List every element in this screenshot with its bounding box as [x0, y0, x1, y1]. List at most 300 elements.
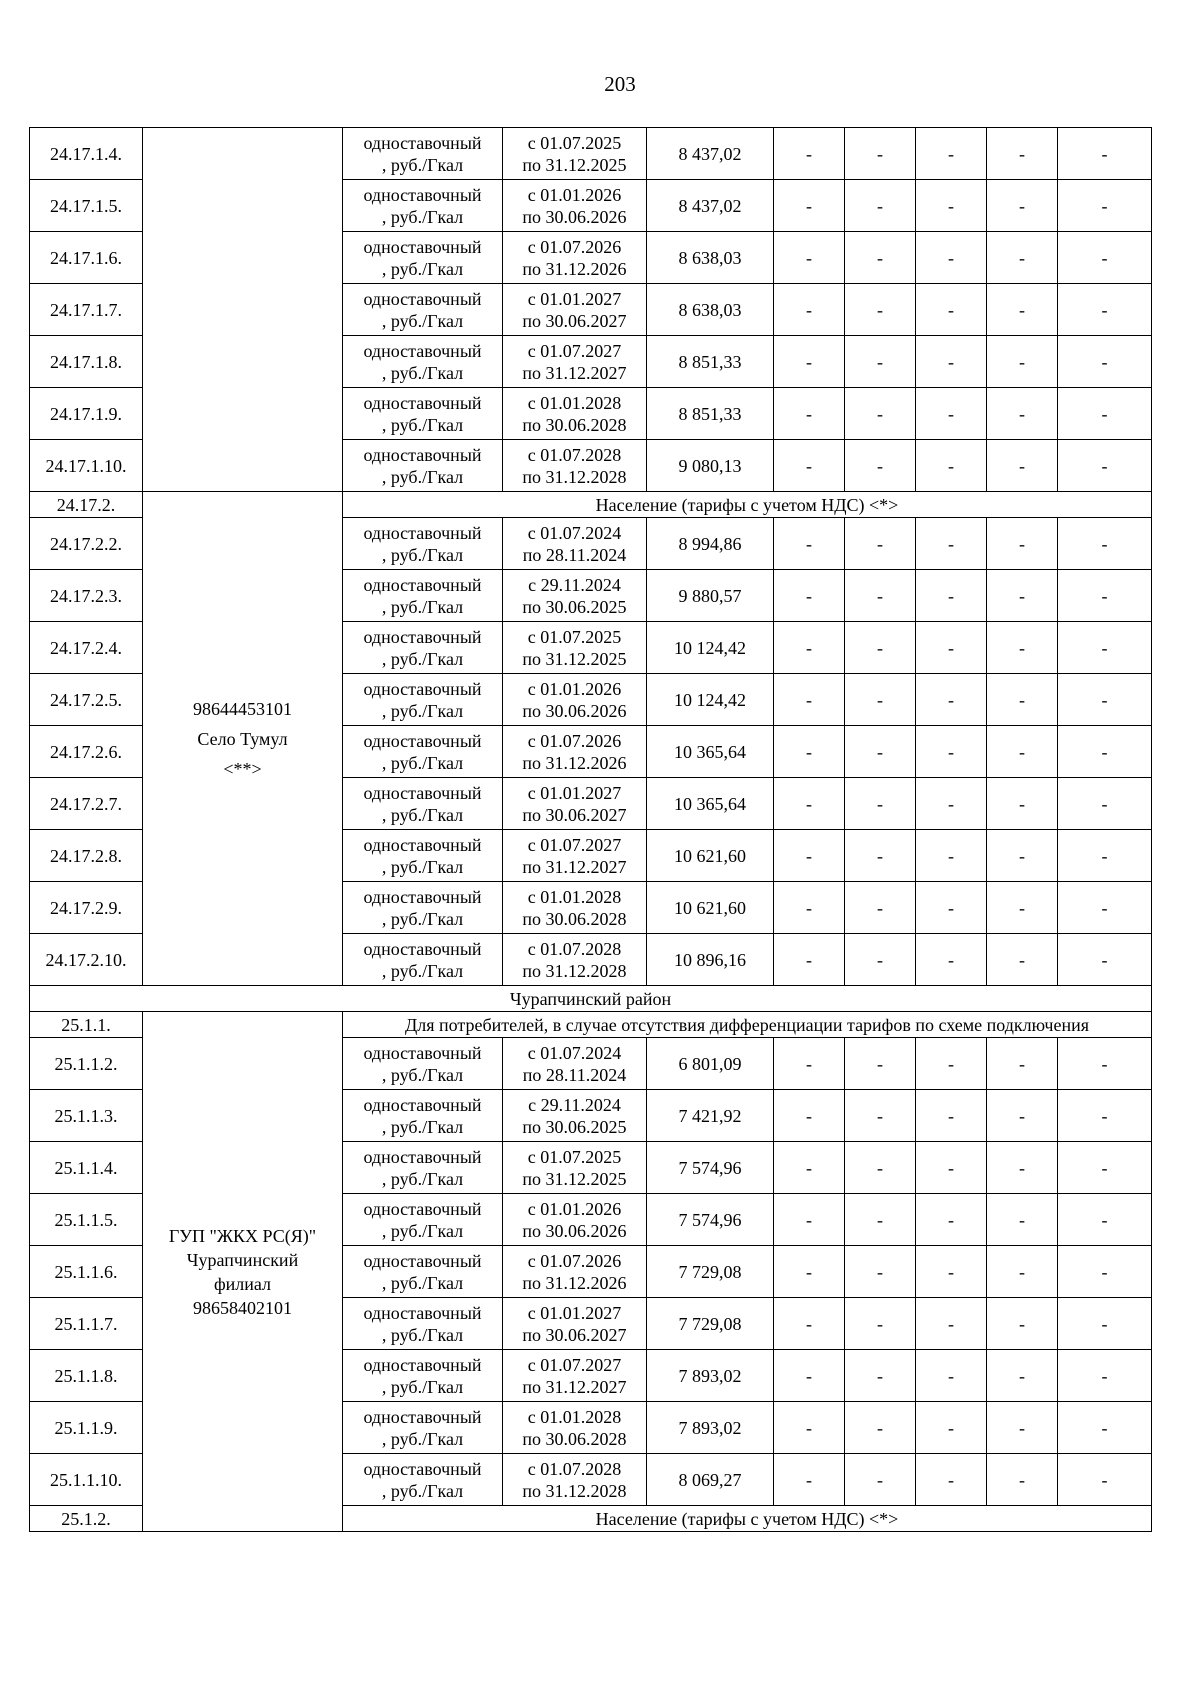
rate-type	[343, 570, 503, 622]
period	[503, 518, 647, 570]
empty-dash-cell: -	[774, 518, 845, 570]
period	[503, 726, 647, 778]
rate-type-unit: , руб./Гкал	[381, 1116, 464, 1137]
empty-dash-cell: -	[1058, 726, 1152, 778]
org-code: 98644453101	[193, 698, 292, 719]
period-to: по 31.12.2028	[522, 1480, 627, 1501]
period-from: с 01.07.2028	[527, 444, 622, 465]
period-from: с 01.07.2027	[527, 340, 622, 361]
empty-dash-cell: -	[987, 1194, 1058, 1246]
period	[503, 570, 647, 622]
empty-dash-cell: -	[845, 1194, 916, 1246]
period-from: с 01.07.2024	[527, 1042, 622, 1063]
empty-dash-cell: -	[774, 622, 845, 674]
tariff-value: 9 080,13	[647, 440, 774, 492]
empty-dash-cell: -	[1058, 284, 1152, 336]
empty-dash-cell: -	[774, 726, 845, 778]
row-code: 25.1.1.2.	[30, 1038, 143, 1090]
tariff-value: 7 729,08	[647, 1246, 774, 1298]
tariff-value: 8 851,33	[647, 388, 774, 440]
rate-type	[343, 1038, 503, 1090]
tariff-value: 6 801,09	[647, 1038, 774, 1090]
empty-dash-cell: -	[916, 674, 987, 726]
empty-dash-cell: -	[845, 518, 916, 570]
rate-type-unit: , руб./Гкал	[381, 154, 464, 175]
period-from: с 01.07.2028	[527, 1458, 622, 1479]
empty-dash-cell: -	[845, 180, 916, 232]
rate-type	[343, 830, 503, 882]
period-to: по 30.06.2026	[522, 700, 627, 721]
empty-dash-cell: -	[774, 1402, 845, 1454]
empty-dash-cell: -	[987, 1246, 1058, 1298]
empty-dash-cell: -	[916, 128, 987, 180]
empty-dash-cell: -	[1058, 1454, 1152, 1506]
empty-dash-cell: -	[987, 180, 1058, 232]
rate-type-unit: , руб./Гкал	[381, 544, 464, 565]
row-code: 25.1.1.10.	[30, 1454, 143, 1506]
empty-dash-cell: -	[1058, 128, 1152, 180]
empty-dash-cell: -	[916, 934, 987, 986]
rate-type-unit: , руб./Гкал	[381, 310, 464, 331]
empty-dash-cell: -	[1058, 622, 1152, 674]
row-code: 25.1.1.3.	[30, 1090, 143, 1142]
rate-type	[343, 934, 503, 986]
rate-type-name: одноставочный	[363, 730, 482, 751]
period	[503, 622, 647, 674]
empty-dash-cell: -	[916, 882, 987, 934]
org-name-line3: филиал	[213, 1273, 272, 1294]
period	[503, 284, 647, 336]
rate-type-name: одноставочный	[363, 938, 482, 959]
period-to: по 31.12.2025	[522, 1168, 627, 1189]
tariff-value: 7 893,02	[647, 1402, 774, 1454]
empty-dash-cell: -	[916, 726, 987, 778]
empty-dash-cell: -	[1058, 1194, 1152, 1246]
rate-type-unit: , руб./Гкал	[381, 1064, 464, 1085]
rate-type	[343, 778, 503, 830]
row-code: 24.17.1.10.	[30, 440, 143, 492]
rate-type-unit: , руб./Гкал	[381, 1168, 464, 1189]
empty-dash-cell: -	[1058, 1246, 1152, 1298]
empty-dash-cell: -	[1058, 674, 1152, 726]
org-cell-empty	[143, 128, 343, 492]
empty-dash-cell: -	[1058, 1090, 1152, 1142]
empty-dash-cell: -	[774, 882, 845, 934]
empty-dash-cell: -	[774, 674, 845, 726]
period-to: по 30.06.2027	[522, 310, 627, 331]
empty-dash-cell: -	[987, 388, 1058, 440]
rate-type-unit: , руб./Гкал	[381, 1220, 464, 1241]
row-code: 24.17.1.5.	[30, 180, 143, 232]
empty-dash-cell: -	[987, 1038, 1058, 1090]
empty-dash-cell: -	[1058, 1142, 1152, 1194]
empty-dash-cell: -	[916, 1454, 987, 1506]
empty-dash-cell: -	[845, 128, 916, 180]
empty-dash-cell: -	[774, 128, 845, 180]
row-code: 24.17.2.3.	[30, 570, 143, 622]
empty-dash-cell: -	[916, 622, 987, 674]
period	[503, 232, 647, 284]
empty-dash-cell: -	[845, 934, 916, 986]
empty-dash-cell: -	[774, 778, 845, 830]
rate-type	[343, 388, 503, 440]
tariff-value: 7 893,02	[647, 1350, 774, 1402]
tariff-value: 7 421,92	[647, 1090, 774, 1142]
empty-dash-cell: -	[845, 388, 916, 440]
rate-type	[343, 1194, 503, 1246]
empty-dash-cell: -	[845, 1090, 916, 1142]
period-to: по 31.12.2025	[522, 648, 627, 669]
rate-type	[343, 1142, 503, 1194]
row-code: 24.17.1.9.	[30, 388, 143, 440]
empty-dash-cell: -	[987, 128, 1058, 180]
rate-type-name: одноставочный	[363, 184, 482, 205]
empty-dash-cell: -	[916, 1402, 987, 1454]
period	[503, 934, 647, 986]
population-header-row	[30, 492, 1152, 518]
empty-dash-cell: -	[987, 726, 1058, 778]
period-from: с 01.07.2028	[527, 938, 622, 959]
rate-type-unit: , руб./Гкал	[381, 752, 464, 773]
period-to: по 31.12.2028	[522, 466, 627, 487]
row-code: 24.17.1.4.	[30, 128, 143, 180]
empty-dash-cell: -	[1058, 778, 1152, 830]
period	[503, 1402, 647, 1454]
period-from: с 01.07.2027	[527, 1354, 622, 1375]
period-from: с 01.01.2027	[527, 1302, 622, 1323]
period	[503, 388, 647, 440]
rate-type-unit: , руб./Гкал	[381, 362, 464, 383]
rate-type-name: одноставочный	[363, 132, 482, 153]
rate-type-unit: , руб./Гкал	[381, 1428, 464, 1449]
rate-type-unit: , руб./Гкал	[381, 1480, 464, 1501]
period	[503, 1246, 647, 1298]
empty-dash-cell: -	[774, 570, 845, 622]
period-from: с 01.07.2025	[527, 626, 622, 647]
tariff-value: 8 638,03	[647, 232, 774, 284]
period	[503, 882, 647, 934]
rate-type	[343, 1454, 503, 1506]
period-from: с 01.07.2026	[527, 236, 622, 257]
tariff-value: 9 880,57	[647, 570, 774, 622]
population-label: Население (тарифы с учетом НДС) <*>	[343, 1506, 1152, 1532]
rate-type	[343, 726, 503, 778]
empty-dash-cell: -	[916, 336, 987, 388]
empty-dash-cell: -	[916, 1142, 987, 1194]
tariff-value: 10 365,64	[647, 726, 774, 778]
row-code: 24.17.2.9.	[30, 882, 143, 934]
empty-dash-cell: -	[774, 1038, 845, 1090]
period-from: с 01.07.2024	[527, 522, 622, 543]
rate-type-unit: , руб./Гкал	[381, 414, 464, 435]
empty-dash-cell: -	[845, 1142, 916, 1194]
org-cell-tumul	[143, 492, 343, 986]
empty-dash-cell: -	[845, 336, 916, 388]
rate-type-unit: , руб./Гкал	[381, 700, 464, 721]
empty-dash-cell: -	[916, 778, 987, 830]
row-code: 24.17.2.4.	[30, 622, 143, 674]
rate-type-name: одноставочный	[363, 288, 482, 309]
empty-dash-cell: -	[987, 778, 1058, 830]
empty-dash-cell: -	[774, 934, 845, 986]
period-to: по 30.06.2025	[522, 596, 627, 617]
period	[503, 674, 647, 726]
period	[503, 336, 647, 388]
period	[503, 830, 647, 882]
empty-dash-cell: -	[1058, 1402, 1152, 1454]
empty-dash-cell: -	[987, 1454, 1058, 1506]
empty-dash-cell: -	[1058, 934, 1152, 986]
row-code: 24.17.2.10.	[30, 934, 143, 986]
rate-type-unit: , руб./Гкал	[381, 1272, 464, 1293]
rate-type-name: одноставочный	[363, 1042, 482, 1063]
empty-dash-cell: -	[916, 518, 987, 570]
empty-dash-cell: -	[774, 440, 845, 492]
period-from: с 01.07.2026	[527, 1250, 622, 1271]
period	[503, 180, 647, 232]
empty-dash-cell: -	[845, 882, 916, 934]
rate-type-name: одноставочный	[363, 834, 482, 855]
empty-dash-cell: -	[1058, 830, 1152, 882]
tariff-value: 10 124,42	[647, 674, 774, 726]
empty-dash-cell: -	[845, 284, 916, 336]
empty-dash-cell: -	[916, 1350, 987, 1402]
period-from: с 01.07.2027	[527, 834, 622, 855]
row-code: 24.17.2.8.	[30, 830, 143, 882]
tariff-value: 8 638,03	[647, 284, 774, 336]
org-code: 98658402101	[193, 1297, 292, 1318]
empty-dash-cell: -	[916, 1090, 987, 1142]
tariff-value: 8 851,33	[647, 336, 774, 388]
rate-type-name: одноставочный	[363, 444, 482, 465]
empty-dash-cell: -	[1058, 1350, 1152, 1402]
rate-type-unit: , руб./Гкал	[381, 960, 464, 981]
empty-dash-cell: -	[916, 1246, 987, 1298]
empty-dash-cell: -	[916, 1298, 987, 1350]
org-name: ГУП "ЖКХ РС(Я)"	[168, 1225, 317, 1246]
rate-type-unit: , руб./Гкал	[381, 648, 464, 669]
empty-dash-cell: -	[1058, 180, 1152, 232]
period-from: с 01.01.2027	[527, 288, 622, 309]
row-code: 25.1.1.6.	[30, 1246, 143, 1298]
row-code: 25.1.1.7.	[30, 1298, 143, 1350]
tariff-value: 10 365,64	[647, 778, 774, 830]
empty-dash-cell: -	[1058, 882, 1152, 934]
empty-dash-cell: -	[845, 1246, 916, 1298]
tariff-value: 7 729,08	[647, 1298, 774, 1350]
rate-type-unit: , руб./Гкал	[381, 804, 464, 825]
rate-type	[343, 882, 503, 934]
rate-type-name: одноставочный	[363, 1302, 482, 1323]
rate-type	[343, 1402, 503, 1454]
empty-dash-cell: -	[845, 778, 916, 830]
row-code: 25.1.1.8.	[30, 1350, 143, 1402]
empty-dash-cell: -	[987, 1090, 1058, 1142]
org-name-line2: Чурапчинский	[186, 1249, 299, 1270]
empty-dash-cell: -	[845, 622, 916, 674]
rate-type	[343, 518, 503, 570]
empty-dash-cell: -	[1058, 1298, 1152, 1350]
rate-type	[343, 180, 503, 232]
rate-type-name: одноставочный	[363, 1406, 482, 1427]
period-to: по 31.12.2027	[522, 1376, 627, 1397]
empty-dash-cell: -	[987, 934, 1058, 986]
rate-type-unit: , руб./Гкал	[381, 258, 464, 279]
rate-type-name: одноставочный	[363, 574, 482, 595]
tariff-value: 7 574,96	[647, 1194, 774, 1246]
row-code: 24.17.1.8.	[30, 336, 143, 388]
rate-type	[343, 1246, 503, 1298]
rate-type-name: одноставочный	[363, 626, 482, 647]
empty-dash-cell: -	[1058, 440, 1152, 492]
empty-dash-cell: -	[774, 180, 845, 232]
empty-dash-cell: -	[845, 570, 916, 622]
rate-type	[343, 674, 503, 726]
rate-type-name: одноставочный	[363, 1198, 482, 1219]
rate-type-unit: , руб./Гкал	[381, 596, 464, 617]
empty-dash-cell: -	[774, 1090, 845, 1142]
empty-dash-cell: -	[774, 336, 845, 388]
period-to: по 30.06.2028	[522, 908, 627, 929]
empty-dash-cell: -	[774, 284, 845, 336]
rate-type	[343, 128, 503, 180]
rate-type	[343, 440, 503, 492]
period-from: с 01.01.2028	[527, 392, 622, 413]
period	[503, 440, 647, 492]
period-to: по 30.06.2026	[522, 206, 627, 227]
empty-dash-cell: -	[774, 1194, 845, 1246]
empty-dash-cell: -	[987, 1298, 1058, 1350]
empty-dash-cell: -	[1058, 388, 1152, 440]
row-code: 24.17.1.6.	[30, 232, 143, 284]
page-number: 203	[604, 72, 636, 96]
rate-type-unit: , руб./Гкал	[381, 908, 464, 929]
period-to: по 31.12.2025	[522, 154, 627, 175]
rate-type	[343, 1298, 503, 1350]
row-code: 24.17.2.6.	[30, 726, 143, 778]
row-code: 25.1.1.5.	[30, 1194, 143, 1246]
empty-dash-cell: -	[774, 1350, 845, 1402]
period-to: по 31.12.2027	[522, 362, 627, 383]
period	[503, 1350, 647, 1402]
rate-type	[343, 336, 503, 388]
period-to: по 31.12.2028	[522, 960, 627, 981]
period	[503, 1038, 647, 1090]
empty-dash-cell: -	[845, 726, 916, 778]
empty-dash-cell: -	[1058, 232, 1152, 284]
empty-dash-cell: -	[916, 830, 987, 882]
period-to: по 31.12.2026	[522, 752, 627, 773]
empty-dash-cell: -	[1058, 336, 1152, 388]
period-from: с 01.01.2026	[527, 678, 622, 699]
district-header-row	[30, 986, 1152, 1012]
rate-type-unit: , руб./Гкал	[381, 1376, 464, 1397]
rate-type	[343, 622, 503, 674]
rate-type-name: одноставочный	[363, 1250, 482, 1271]
row-code: 25.1.1.	[30, 1012, 143, 1038]
empty-dash-cell: -	[845, 1454, 916, 1506]
period	[503, 128, 647, 180]
period-from: с 29.11.2024	[528, 574, 621, 595]
empty-dash-cell: -	[916, 440, 987, 492]
period-to: по 30.06.2028	[522, 1428, 627, 1449]
empty-dash-cell: -	[1058, 570, 1152, 622]
row-code: 24.17.2.	[30, 492, 143, 518]
period-from: с 01.01.2026	[527, 184, 622, 205]
rate-type-name: одноставочный	[363, 782, 482, 803]
empty-dash-cell: -	[916, 388, 987, 440]
period-to: по 31.12.2027	[522, 856, 627, 877]
empty-dash-cell: -	[774, 1142, 845, 1194]
tariff-value: 10 621,60	[647, 882, 774, 934]
org-cell-gup	[143, 1012, 343, 1532]
rate-type-name: одноставочный	[363, 886, 482, 907]
row-code: 24.17.2.2.	[30, 518, 143, 570]
empty-dash-cell: -	[916, 1038, 987, 1090]
period-to: по 28.11.2024	[522, 1064, 627, 1085]
period-from: с 01.01.2028	[527, 886, 622, 907]
empty-dash-cell: -	[845, 1402, 916, 1454]
empty-dash-cell: -	[845, 1298, 916, 1350]
tariff-value: 7 574,96	[647, 1142, 774, 1194]
org-name: Село Тумул	[197, 728, 288, 749]
empty-dash-cell: -	[916, 570, 987, 622]
row-code: 24.17.2.7.	[30, 778, 143, 830]
period-from: с 01.07.2025	[527, 1146, 622, 1167]
tariff-value: 10 621,60	[647, 830, 774, 882]
period	[503, 778, 647, 830]
empty-dash-cell: -	[845, 440, 916, 492]
org-note: <**>	[223, 758, 262, 779]
empty-dash-cell: -	[845, 830, 916, 882]
period-to: по 28.11.2024	[522, 544, 627, 565]
period-from: с 01.01.2027	[527, 782, 622, 803]
rate-type-name: одноставочный	[363, 522, 482, 543]
population-label: Население (тарифы с учетом НДС) <*>	[343, 492, 1152, 518]
rate-type-unit: , руб./Гкал	[381, 466, 464, 487]
rate-type-name: одноставочный	[363, 340, 482, 361]
rate-type-name: одноставочный	[363, 1094, 482, 1115]
rate-type-name: одноставочный	[363, 392, 482, 413]
empty-dash-cell: -	[987, 232, 1058, 284]
period-to: по 31.12.2026	[522, 258, 627, 279]
rate-type	[343, 1350, 503, 1402]
rate-type-name: одноставочный	[363, 236, 482, 257]
empty-dash-cell: -	[987, 622, 1058, 674]
period-from: с 01.01.2026	[527, 1198, 622, 1219]
tariff-value: 10 124,42	[647, 622, 774, 674]
tariff-value: 8 437,02	[647, 180, 774, 232]
tariff-value: 8 994,86	[647, 518, 774, 570]
period	[503, 1454, 647, 1506]
rate-type-name: одноставочный	[363, 1146, 482, 1167]
empty-dash-cell: -	[987, 882, 1058, 934]
rate-type	[343, 1090, 503, 1142]
empty-dash-cell: -	[987, 830, 1058, 882]
empty-dash-cell: -	[774, 1246, 845, 1298]
empty-dash-cell: -	[845, 1350, 916, 1402]
tariff-value: 8 069,27	[647, 1454, 774, 1506]
empty-dash-cell: -	[1058, 518, 1152, 570]
period	[503, 1142, 647, 1194]
period-to: по 30.06.2027	[522, 804, 627, 825]
period	[503, 1194, 647, 1246]
empty-dash-cell: -	[916, 180, 987, 232]
period-to: по 30.06.2026	[522, 1220, 627, 1241]
rate-type-unit: , руб./Гкал	[381, 856, 464, 877]
period-from: с 29.11.2024	[528, 1094, 621, 1115]
table-row	[30, 128, 1152, 180]
